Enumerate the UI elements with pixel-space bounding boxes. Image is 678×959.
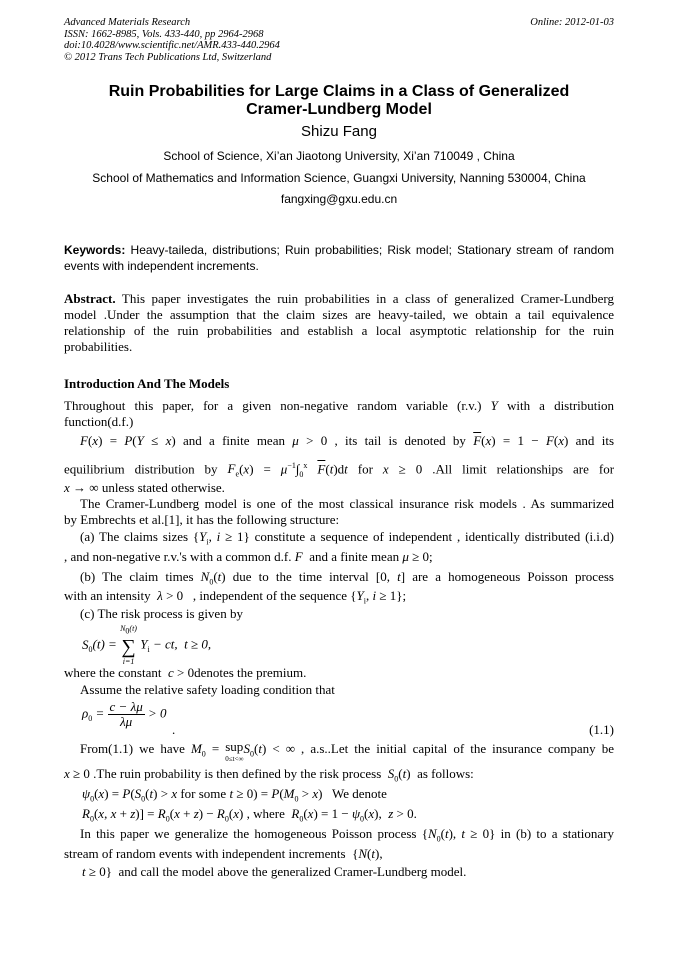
body-line-15: From(1.1) we have $M_0$ = sup 0≤t<∞ $S_0(t)$ < ∞ , a.s..Let the initial capital of the insurance company be	[80, 739, 614, 763]
keywords-text: Heavy-taileda, distributions; Ruin probabilities; Risk model; Stationary stream of random	[130, 243, 615, 257]
body-line-17: In this paper we generalize the homogeneous Poisson process {$N_0(t)$, t ≥ 0} in (b) to a stationary	[80, 826, 614, 844]
body-line-9: , and non-negative r.v.'s with a common d.f. F and a finite mean μ ≥ 0;	[64, 549, 433, 564]
body-line-6: The Cramer-Lundberg model is one of the most classical insurance risk models . As summarized	[80, 496, 614, 511]
keywords-line-2: events with independent increments.	[64, 259, 259, 273]
title-line-1: Ruin Probabilities for Large Claims in a Class of Generalized	[108, 83, 570, 100]
equation-number: (1.1)	[589, 722, 614, 737]
body-line-16: x ≥ 0 .The ruin probability is then defined by the risk process $S_0(t)$ as follows:	[64, 766, 474, 784]
abstract-line-2: model .Under the assumption that the claim sizes are heavy-tailed, we obtain a tail equivalence	[64, 307, 614, 322]
body-line-12: (c) The risk process is given by	[80, 606, 243, 621]
paper-title	[0, 83, 678, 119]
abstract-line-1: Abstract. This paper investigates the ruin probabilities in a class of generalized Cramer-Lundberg	[64, 291, 614, 306]
author-email[interactable]: fangxing@gxu.edu.cn	[280, 192, 398, 206]
keywords-line-1	[64, 242, 614, 258]
journal-name: Advanced Materials Research	[64, 17, 191, 28]
section-heading: Introduction And The Models	[64, 376, 230, 391]
body-line-19: t ≥ 0} and call the model above the generalized Cramer-Lundberg model.	[82, 864, 467, 879]
abstract-label: Abstract.	[64, 291, 116, 306]
r0-definition: $R_0(x$, $x + z)] = R_0(x + z) - R_0(x)$ , where $R_0(x) = 1 - \psi_0(x)$, z > 0.	[82, 806, 417, 824]
doi-line: doi:10.4028/www.scientific.net/AMR.433-440.2964	[64, 40, 280, 51]
running-header	[64, 17, 280, 63]
author-name: Shizu Fang	[301, 123, 377, 140]
body-line-4: equilibrium distribution by $F_e(x) = \mu^{-1}\int_0^x$ $\overline{F}(t)dt$ for x ≥ 0 .All limit relationships are for	[64, 461, 615, 479]
title-line-2: Cramer-Lundberg Model	[246, 101, 432, 118]
issn-line: ISSN: 1662-8985, Vols. 433-440, pp 2964-2968	[64, 28, 264, 40]
body-line-8: (a) The claims sizes {$Y_i$, i ≥ 1} constitute a sequence of independent , identically distributed (i.i.d)	[80, 529, 614, 547]
body-line-10: (b) The claim times $N_0(t)$ due to the time interval [0, t] are a homogeneous Poisson process	[80, 569, 614, 587]
body-line-5: x → ∞ unless stated otherwise.	[64, 480, 225, 495]
risk-process-equation: $S_0(t)$ = $N_0(t)$ ∑ i=1 $Y_i$ − ct, t ≥ 0,	[82, 624, 212, 666]
body-line-1: Throughout this paper, for a given non-negative random variable (r.v.) Y with a distribution	[64, 398, 615, 413]
body-line-2: function(d.f.)	[64, 414, 134, 429]
ruin-probability-definition: $\psi_0(x) = P(S_0(t) > x$ for some $t \ge 0) = P(M_0 > x)$ We denote	[82, 786, 387, 804]
copyright-line: © 2012 Trans Tech Publications Ltd, Switzerland	[64, 51, 272, 63]
body-line-13: where the constant c > 0denotes the premium.	[64, 665, 307, 680]
body-line-11: with an intensity λ > 0 , independent of the sequence {$Y_i$, i ≥ 1};	[64, 588, 407, 606]
safety-loading-equation: $\rho_0$ = $\frac{c - \lambda\mu}{\lambda\mu}$ > 0	[82, 699, 167, 729]
online-date: Online: 2012-01-03	[530, 17, 614, 28]
body-line-7: by Embrechts et al.[1], it has the following structure:	[64, 512, 340, 527]
abstract-line-4: probabilities.	[64, 339, 133, 354]
affiliation-2: School of Mathematics and Information Science, Guangxi University, Nanning 530004, China	[92, 171, 586, 185]
abstract-line-3: relationship of the ruin probabilities and establish a local asymptotic relationship for the ruin	[64, 323, 614, 338]
body-line-18: stream of random events with independent increments {N(t),	[64, 846, 383, 861]
affiliation-1: School of Science, Xi’an Jiaotong University, Xi’an 710049 , China	[163, 149, 515, 163]
keywords-label: Keywords:	[64, 243, 126, 257]
body-line-3: F(x) = P(Y ≤ x) and a finite mean μ > 0 , its tail is denoted by $\overline{F}(x) = 1 - F(x)$ and its	[80, 433, 614, 448]
body-line-14: Assume the relative safety loading condition that	[80, 682, 335, 697]
